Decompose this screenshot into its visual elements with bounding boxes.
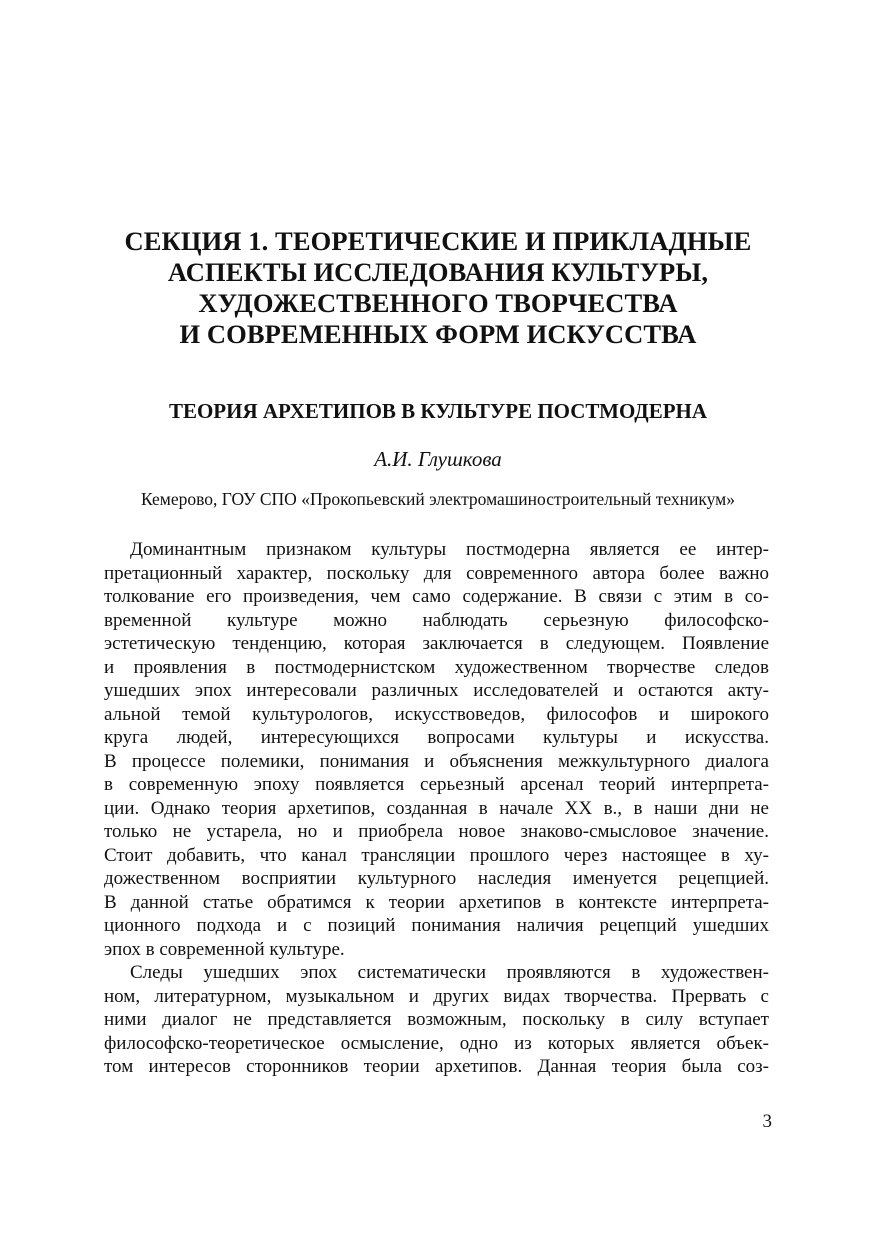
- article-body: [104, 538, 769, 1079]
- text-line: В процессе полемики, понимания и объяснения межкультурного диалога: [104, 750, 769, 772]
- text-line: ушедших эпох интересовали различных исследователей и остаются акту-: [104, 680, 769, 701]
- section-title-line: ХУДОЖЕСТВЕННОГО ТВОРЧЕСТВА: [198, 288, 678, 318]
- text-line: круга людей, интересующихся вопросами культуры и искусства.: [104, 727, 769, 748]
- text-line: философско-теоретическое осмысление, одно из которых является объек-: [104, 1032, 769, 1054]
- text-line: том интересов сторонников теории архетипов. Данная теория была соз-: [104, 1056, 769, 1077]
- text-line: альной темой культурологов, искусствоведов, философов и широкого: [104, 703, 769, 725]
- paragraph-1: [104, 538, 769, 961]
- text-line: ними диалог не представляется возможным, поскольку в силу вступает: [104, 1009, 769, 1030]
- text-line: В данной статье обратимся к теории архетипов в контексте интерпрета-: [104, 891, 769, 913]
- section-title-line: И СОВРЕМЕННЫХ ФОРМ ИСКУССТВА: [179, 319, 697, 349]
- article-title: ТЕОРИЯ АРХЕТИПОВ В КУЛЬТУРЕ ПОСТМОДЕРНА: [168, 399, 708, 423]
- text-line: Доминантным признаком культуры постмодерна является ее интер-: [130, 539, 769, 560]
- paragraph-2: [104, 961, 769, 1079]
- page-number: 3: [762, 1111, 772, 1132]
- text-line: эпох в современной культуре.: [104, 938, 345, 960]
- section-title-line: АСПЕКТЫ ИССЛЕДОВАНИЯ КУЛЬТУРЫ,: [167, 257, 709, 287]
- text-line: ном, литературном, музыкальном и других видах творчества. Прервать с: [104, 985, 769, 1007]
- author-name: А.И. Глушкова: [374, 447, 502, 471]
- text-line: Следы ушедших эпох систематически проявляются в художествен-: [130, 962, 769, 983]
- text-line: толкование его произведения, чем само содержание. В связи с этим в со-: [104, 586, 769, 607]
- text-line: и проявления в постмодернистском художественном творчестве следов: [104, 656, 769, 678]
- author-affiliation: Кемерово, ГОУ СПО «Прокопьевский электромашиностроительный техникум»: [141, 489, 735, 509]
- text-line: временной культуре можно наблюдать серьезную философско-: [104, 609, 769, 631]
- section-title: [100, 226, 776, 350]
- text-line: эстетическую тенденцию, которая заключается в следующем. Появление: [104, 633, 769, 654]
- text-line: только не устарела, но и приобрела новое знаково-смысловое значение.: [104, 821, 769, 842]
- text-line: в современную эпоху появляется серьезный арсенал теорий интерпрета-: [104, 774, 769, 795]
- text-line: ции. Однако теория архетипов, созданная в начале XX в., в наши дни не: [104, 797, 769, 819]
- section-title-line: СЕКЦИЯ 1. ТЕОРЕТИЧЕСКИЕ И ПРИКЛАДНЫЕ: [124, 226, 752, 256]
- text-line: дожественном восприятии культурного наследия именуется рецепцией.: [104, 868, 769, 889]
- text-line: претационный характер, поскольку для современного автора более важно: [104, 562, 769, 584]
- text-line: ционного подхода и с позиций понимания наличия рецепций ушедших: [104, 915, 769, 936]
- text-line: Стоит добавить, что канал трансляции прошлого через настоящее в ху-: [104, 844, 769, 866]
